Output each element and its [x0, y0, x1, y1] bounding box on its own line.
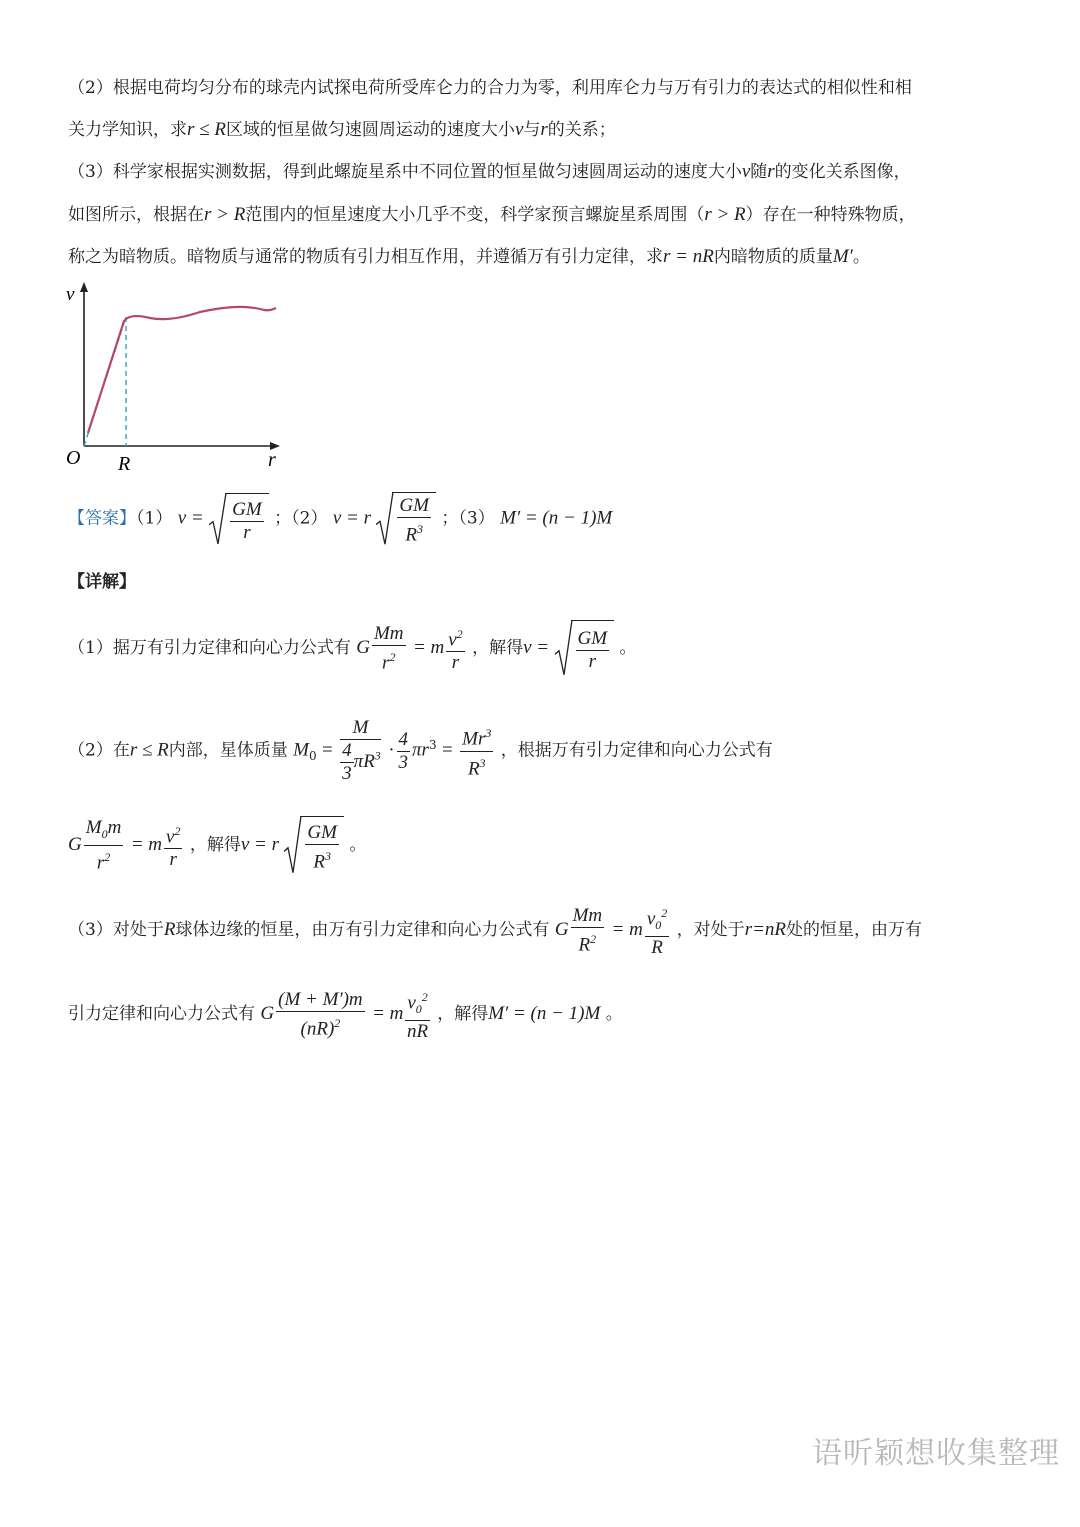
- velocity-graph: [60, 280, 290, 475]
- detail-step3b: 引力定律和向心力公式有 G $\frac{(M + M')m}{(nR)^2}$ = m $\frac{v_0^2}{nR}$ ，解得M′ = (n − 1)M 。: [68, 984, 623, 1044]
- radical-icon: [284, 816, 302, 875]
- y-axis-label: v: [66, 284, 75, 305]
- detail-step2b: G $\frac{M_0m}{r^2}$ = m $\frac{v^2}{r}$ ，解得v = r $\frac{GM}{R^3}$ 。: [68, 816, 367, 874]
- q3-line1: （3）科学家根据实测数据，得到此螺旋星系中不同位置的恒星做匀速圆周运动的速度大小v随r的变化关系图像，: [68, 161, 911, 182]
- q2-line2: 关力学知识，求r ≤ R区域的恒星做匀速圆周运动的速度大小v与r的关系；: [68, 119, 616, 140]
- origin-label: O: [66, 447, 81, 469]
- watermark: 语听颖想收集整理: [812, 1436, 1060, 1471]
- x-axis-label: r: [268, 449, 276, 471]
- velocity-curve: [88, 307, 276, 433]
- detail-step1: （1）据万有引力定律和向心力公式有 G $\frac{Mm}{r^2}$ = m $\frac{v^2}{r}$ ，解得v = $\frac{GM}{r}$ 。: [68, 620, 636, 677]
- radical-icon: [209, 493, 227, 546]
- sqrt-gm-r: $\frac{GM}{r}$: [209, 493, 269, 546]
- q3-line3: 称之为暗物质。暗物质与通常的物质有引力相互作用，并遵循万有引力定律，求r = nR内暗物质的质量M′。: [68, 246, 870, 267]
- sqrt-gm-r3: $\frac{GM}{R^3}$: [376, 492, 436, 546]
- detail-step3: （3）对处于R球体边缘的恒星，由万有引力定律和向心力公式有 G $\frac{Mm}{R^2}$ = m $\frac{v_0^2}{R}$ ，对处于r=nR处的恒星，由万有: [68, 902, 922, 959]
- answer-3: M′ = (n − 1)M: [500, 507, 613, 529]
- r-tick-label: R: [118, 453, 131, 475]
- q2-line1: （2）根据电荷均匀分布的球壳内试探电荷所受库仑力的合力为零，利用库仑力与万有引力的表达式的相似性和相: [68, 78, 912, 98]
- answer-tag: 【答案】: [68, 508, 136, 529]
- radical-icon: [555, 620, 573, 677]
- y-axis-arrow-icon: [80, 282, 88, 292]
- answer-line: 【答案】（1） v = $\frac{GM}{r}$ ；（2） v = r $\frac{GM}{R^3}$ ；（3） M′ = (n − 1)M: [68, 492, 612, 546]
- radical-icon: [376, 492, 394, 546]
- q3-line2: 如图所示，根据在r > R范围内的恒星速度大小几乎不变，科学家预言螺旋星系周围（r > R）存在一种特殊物质，: [68, 204, 916, 225]
- detail-title: 【详解】: [68, 572, 136, 592]
- detail-step2: （2）在r ≤ R内部，星体质量 $M_0$ = M $\frac{4}{3}$ $\pi R^3$ · $\frac{4}{3}$ $\pi r^3$ = $\frac{Mr^3}{R^3}$ ，根据万有引力定律和向心力公式有: [68, 717, 773, 785]
